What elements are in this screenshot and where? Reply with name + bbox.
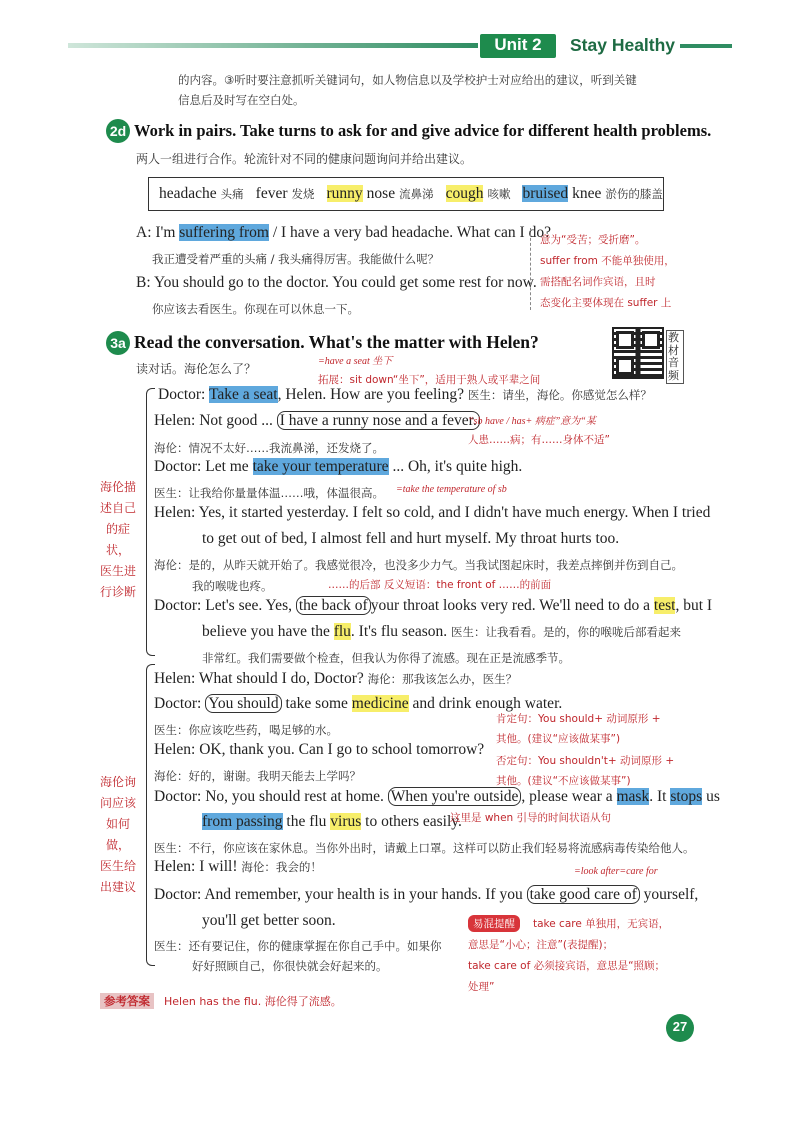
d5-c: . It [649, 788, 667, 805]
section-2d-title-zh: 两人一组进行合作。轮流针对不同的健康问题询问并给出建议。 [136, 152, 473, 166]
dialogue-d2 [154, 458, 522, 476]
answer-line [100, 992, 342, 1010]
dialogue-d6-2: you'll get better soon. [202, 912, 336, 929]
line-a-rest: / I have a very bad headache. What can I do? [272, 224, 551, 241]
h4-zh: 海伦：好的，谢谢。我明天能去上学吗？ [154, 769, 361, 783]
dialogue-h2-2: to get out of bed, I almost fell and hurt myself. My throat hurts too. [202, 530, 620, 547]
h2-zh-1: 海伦：是的，从昨天就开始了。我感觉很冷，也没多少力气。当我试图起床时，我差点摔倒并伤到自己。 [154, 558, 683, 572]
side-note-symptoms [98, 477, 138, 603]
take-care-note-1: take care 单独用，无宾语， [533, 918, 670, 930]
word-stops: stops [670, 788, 703, 805]
word-headache-zh: 头痛 [220, 187, 244, 201]
affirm-note-2: 其他。(建议“应该做某事”) [496, 733, 621, 745]
dialogue-d6-1 [154, 886, 698, 904]
word-mask: mask [616, 788, 650, 805]
dialogue-d5-2 [202, 813, 462, 831]
suffering-from: suffering from [179, 224, 269, 241]
side2-l4: 医生给 [99, 859, 136, 873]
side2-l3: 如何做， [105, 817, 130, 852]
word-test: test [653, 597, 676, 614]
section-2d-heading [106, 119, 711, 143]
look-after-note: =look after=care for [574, 866, 658, 877]
d5-l2b: to others easily. [365, 813, 462, 830]
d5-d: us [706, 788, 720, 805]
intro-line-1: 的内容。③听时要注意抓听关键词句，如人物信息以及学校护士对应给出的建议，听到关键 [178, 73, 637, 87]
affirm-note-1: 肯定句：You should+ 动词原形 + [496, 713, 661, 725]
qr-corner-bl [616, 357, 634, 375]
side2-l1: 海伦询 [99, 775, 136, 789]
word-flu: flu [333, 623, 351, 640]
d6-b: yourself, [643, 886, 699, 903]
when-note: 这里是 when 引导的时间状语从句 [450, 812, 612, 824]
unit-label: Unit 2 [494, 35, 542, 54]
h3-text: Helen: What should I do, Doctor? [154, 670, 364, 687]
neg-note-1: 否定句：You shouldn't+ 动词原形 + [496, 755, 675, 767]
d3-l2b: . It's flu season. [350, 623, 448, 640]
word-box [148, 177, 664, 211]
from-passing: from passing [202, 813, 283, 830]
word-fever: fever [255, 185, 288, 202]
dialogue-d1 [158, 386, 652, 404]
suffer-note-1: 意为“受苦；受折磨”。 [540, 234, 646, 246]
line-b: B: You should go to the doctor. You could get some rest for now. [136, 274, 537, 291]
d3-zh-1: 医生：让我看看。是的，你的喉咙后部看起来 [451, 625, 682, 639]
note-divider-2d [530, 228, 531, 310]
qr-label: 教材音频 [666, 330, 684, 384]
d3-l2a: believe you have the [202, 623, 330, 640]
dialogue-h2-1: Helen: Yes, it started yesterday. I felt so cold, and I didn't have much energy. When I tried [154, 504, 711, 521]
h3-zh: 海伦：那我该怎么办，医生？ [367, 672, 518, 686]
take-care-note-3: take care of 必须接宾语，意思是“照顾； [468, 960, 666, 972]
d1-speaker: Doctor: [158, 386, 206, 403]
d6-zh-1: 医生：还有要记住，你的健康掌握在你自己手中。如果你 [154, 939, 442, 953]
word-cough-zh: 咳嗽 [487, 187, 511, 201]
the-back-of: the back of [296, 596, 371, 615]
d3-a: Doctor: Let's see. Yes, [154, 597, 292, 614]
d6-zh-2: 好好照顾自己，你很快就会好起来的。 [192, 959, 388, 973]
h1-speaker: Helen: Not good ... [154, 412, 273, 429]
dialogue-h1 [154, 412, 480, 430]
easy-confuse-tag: 易混提醒 [468, 915, 520, 932]
line-b-zh: 你应该去看医生。你现在可以休息一下。 [152, 302, 359, 316]
d3-zh-2: 非常红。我们需要做个检查，但我认为你得了流感。现在正是流感季节。 [202, 651, 570, 665]
d5-l2a: the flu [286, 813, 327, 830]
suffer-note-4: 态变化主要体现在 suffer 上 [540, 297, 672, 309]
d4-b: and drink enough water. [412, 695, 563, 712]
dialogue-h4: Helen: OK, thank you. Can I go to school tomorrow? [154, 741, 485, 758]
suffer-note-2: suffer from 不能单独使用， [540, 255, 675, 267]
word-bruised: bruised [522, 185, 569, 202]
dialogue-h5 [154, 858, 322, 876]
section-3a-badge: 3a [106, 331, 130, 355]
take-your-temperature: take your temperature [252, 458, 389, 475]
qr-corner-tr [642, 331, 660, 349]
take-temp-note: =take the temperature of sb [396, 484, 507, 495]
back-of-note: ……的后部 反义短语：the front of ……的前面 [328, 579, 552, 591]
answer-text: Helen has the flu. 海伦得了流感。 [164, 995, 342, 1008]
line-a-label: A: I'm [136, 224, 176, 241]
word-nose: nose [366, 185, 396, 202]
d3-b: your throat looks very red. We'll need to do a [370, 597, 651, 614]
line-a-zh: 我正遭受着严重的头痛 / 我头痛得厉害。我能做什么呢？ [152, 252, 440, 266]
side1-l2: 述自己 [99, 501, 136, 515]
d1-rest: , Helen. How are you feeling? [277, 386, 464, 403]
word-headache: headache [159, 185, 217, 202]
word-medicine: medicine [351, 695, 409, 712]
section-3a-title-zh: 读对话。海伦怎么了？ [136, 362, 257, 376]
d5-a: Doctor: No, you should rest at home. [154, 788, 384, 805]
d2-rest: ... Oh, it's quite high. [392, 458, 523, 475]
d2-speaker: Doctor: Let me [154, 458, 249, 475]
word-runny-zh: 流鼻涕 [399, 187, 434, 201]
h5-text: Helen: I will! [154, 858, 238, 875]
section-3a-title: Read the conversation. What's the matter with Helen? [134, 332, 539, 352]
side1-l1: 海伦描 [99, 480, 136, 494]
d4-zh: 医生：你应该吃些药，喝足够的水。 [154, 723, 338, 737]
when-youre-outside: When you're outside [388, 787, 522, 806]
intro-line-2: 信息后及时写在空白处。 [178, 93, 305, 107]
line-a [136, 224, 551, 242]
h1-zh: 海伦：情况不太好……我流鼻涕，还发烧了。 [154, 441, 384, 455]
word-knee: knee [572, 185, 602, 202]
header-rule-right [680, 44, 732, 48]
page-number: 27 [672, 1019, 688, 1034]
sb-have-note: “sb have / has+ 病症”意为“某 [468, 416, 596, 427]
you-should: You should [205, 694, 281, 713]
word-fever-zh: 发烧 [291, 187, 315, 201]
d5-b: , please wear a [521, 788, 613, 805]
side2-l2: 问应该 [99, 796, 136, 810]
d2-zh: 医生：让我给你量量体温……哦，体温很高。 [154, 486, 384, 500]
take-a-seat: Take a seat [208, 386, 278, 403]
d1-zh: 医生：请坐，海伦。你感觉怎么样？ [467, 388, 652, 402]
side-note-advice [98, 772, 138, 898]
word-virus: virus [330, 813, 362, 830]
d3-c: , but I [675, 597, 713, 614]
dialogue-h3 [154, 670, 517, 688]
unit-title: Stay Healthy [570, 35, 676, 55]
section-2d-title: Work in pairs. Take turns to ask for and give advice for different health problems. [134, 121, 712, 140]
d4-a: take some [285, 695, 348, 712]
side2-l5: 出建议 [99, 880, 136, 894]
neg-note-2: 其他。(建议“不应该做某事”) [496, 775, 631, 787]
answer-label: 参考答案 [100, 993, 154, 1009]
side1-l3: 的症状， [105, 522, 130, 557]
side1-l5: 行诊断 [99, 585, 136, 599]
h5-zh: 海伦：我会的！ [241, 860, 322, 874]
header-rule [68, 43, 478, 48]
word-cough: cough [445, 185, 484, 202]
dialogue-d5-1 [154, 788, 720, 806]
expand-note: 拓展：sit down“坐下”，适用于熟人或平辈之间 [318, 374, 541, 386]
d6-a: Doctor: And remember, your health is in your hands. If you [154, 886, 523, 903]
d4-speaker: Doctor: [154, 695, 202, 712]
have-a-seat-note: =have a seat 坐下 [318, 356, 393, 367]
take-good-care-of: take good care of [527, 885, 640, 904]
dialogue-d3-1 [154, 597, 712, 615]
section-2d-badge: 2d [106, 119, 130, 143]
suffer-note-3: 需搭配名词作宾语，且时 [540, 276, 656, 288]
take-care-note-2: 意思是“小心；注意”(表提醒)； [468, 939, 614, 951]
runny-fever-phrase: I have a runny nose and a fever. [277, 411, 480, 430]
sb-have-note-2: 人患……病；有……身体不适” [468, 434, 610, 446]
word-bruised-zh: 淤伤的膝盖 [605, 187, 663, 201]
side1-l4: 医生进 [99, 564, 136, 578]
take-care-note-4: 处理” [468, 981, 495, 993]
qr-corner-tl [616, 331, 634, 349]
word-runny: runny [326, 185, 363, 202]
dialogue-d3-2 [202, 623, 681, 641]
h2-zh-2: 我的喉咙也疼。 [192, 579, 273, 593]
d5-zh: 医生：不行，你应该在家休息。当你外出时，请戴上口罩。这样可以防止我们轻易将流感病毒传染给他人。 [154, 841, 695, 855]
